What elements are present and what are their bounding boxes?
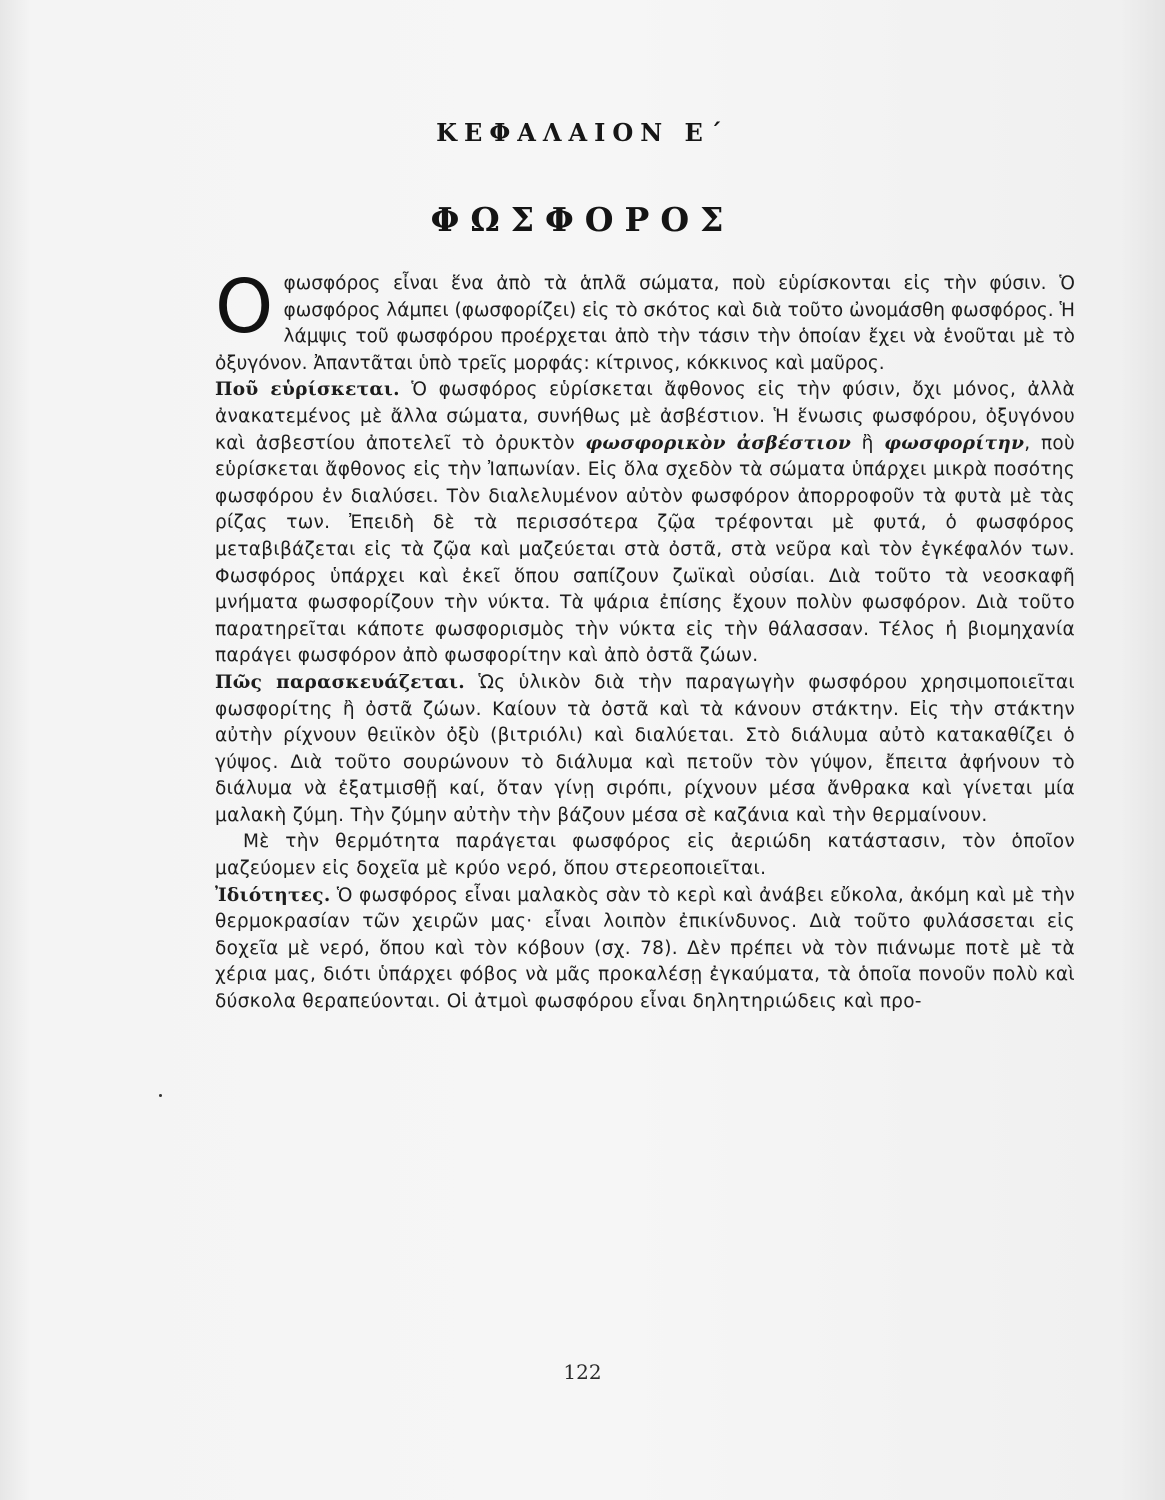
properties-heading: Ἰδιότητες. bbox=[215, 884, 331, 906]
intro-paragraph bbox=[215, 264, 1075, 377]
ink-speck bbox=[159, 1094, 162, 1097]
drop-cap: Ο bbox=[215, 264, 274, 350]
found-heading: Ποῦ εὑρίσκεται. bbox=[215, 379, 400, 401]
found-text-1: Ὁ φωσφόρος εὑρίσκεται ἄφθονος εἰς τὴν φύσιν, ὄχι μόνος, ἀλλὰ ἀνακατεμένος μὲ ἄλλα σώματα, συνήθως μὲ ἀσβέστιον. Ἡ ἕνωσις φωσφόρου, ὀξυγόνου καὶ ἀσβεστίου ἀποτελεῖ τὸ ὀρυκτὸν bbox=[215, 379, 1075, 454]
heat-paragraph: Μὲ τὴν θερμότητα παράγεται φωσφόρος εἰς ἀεριώδη κατάστασιν, τὸν ὁποῖον μαζεύομεν εἰς δοχεῖα μὲ κρύο νερό, ὅπου στερεοποιεῖται. bbox=[215, 831, 1075, 880]
found-text-2: ἢ bbox=[861, 432, 874, 454]
intro-text: φωσφόρος εἶναι ἕνα ἀπὸ τὰ ἁπλᾶ σώματα, ποὺ εὑρίσκονται εἰς τὴν φύσιν. Ὁ φωσφόρος λάμπει (φωσφορίζει) εἰς τὸ σκότος καὶ διὰ τοῦτο ὠνομάσθη φωσφόρος. Ἡ λάμψις τοῦ φωσφόρου προέρχεται ἀπὸ τὴν τάσιν τὴν ὁποίαν ἔχει νὰ ἑνοῦται μὲ τὸ ὀξυγόνον. Ἀπαντᾶται ὑπὸ τρεῖς μορφάς: κίτρινος, κόκκινος καὶ μαῦρος. bbox=[215, 273, 1075, 374]
page-title: ΦΩΣΦΟΡΟΣ bbox=[430, 200, 735, 239]
page-number: 122 bbox=[563, 1360, 602, 1384]
term-phosphorite: φωσφορίτην bbox=[884, 432, 1025, 454]
term-calcium-phosphate: φωσφορικὸν ἀσβέστιον bbox=[585, 432, 852, 454]
prepared-heading: Πῶς παρασκευάζεται. bbox=[215, 671, 466, 693]
properties-text: Ὁ φωσφόρος εἶναι μαλακὸς σὰν τὸ κερὶ καὶ ἀνάβει εὔκολα, ἀκόμη καὶ μὲ τὴν θερμοκρασίαν τῶν χειρῶν μας· εἶναι λοιπὸν ἐπικίνδυνος. Διὰ τοῦτο φυλάσσεται εἰς δοχεῖα μὲ νερό, ὅπου καὶ τὸν κόβουν (σχ. 78). Δὲν πρέπει νὰ τὸν πιάνωμε ποτὲ μὲ τὰ χέρια μας, διότι ὑπάρχει φόβος νὰ μᾶς προκαλέσῃ ἐγκαύματα, τὰ ὁποῖα πονοῦν πολὺ καὶ δύσκολα θεραπεύονται. Οἱ ἀτμοὶ φωσφόρου εἶναι δηλητηριώδεις καὶ προ- bbox=[215, 884, 1075, 1013]
body-text bbox=[215, 264, 1076, 1016]
prepared-paragraph bbox=[215, 670, 1075, 830]
found-text-3: , ποὺ εὑρίσκεται ἄφθονος εἰς τὴν Ἰαπωνίαν. Εἰς ὅλα σχεδὸν τὰ σώματα ὑπάρχει μικρὰ ποσότης φωσφόρου ἐν διαλύσει. Τὸν διαλελυμένον αὐτὸν φωσφόρον ἀπορροφοῦν τὰ φυτὰ μὲ τὰς ρίζας των. Ἐπειδὴ δὲ τὰ περισσότερα ζῷα τρέφονται μὲ φυτά, ὁ φωσφόρος μεταβιβάζεται εἰς τὰ ζῷα καὶ μαζεύεται στὰ ὀστᾶ, στὰ νεῦρα καὶ τὸν ἐγκέφαλόν των. Φωσφόρος ὑπάρχει καὶ ἐκεῖ ὅπου σαπίζουν ζωϊκαὶ οὐσίαι. Διὰ τοῦτο τὰ νεοσκαφῆ μνήματα φωσφορίζουν τὴν νύκτα. Τὰ ψάρια ἐπίσης ἔχουν πολὺν φωσφόρον. Διὰ τοῦτο παρατηρεῖται κάποτε φωσφορισμὸς τὴν νύκτα εἰς τὴν θάλασσαν. Τέλος ἡ βιομηχανία παράγει φωσφόρον ἀπὸ φωσφορίτην καὶ ἀπὸ ὀστᾶ ζώων. bbox=[215, 432, 1076, 667]
properties-paragraph bbox=[215, 883, 1075, 1016]
chapter-heading: ΚΕΦΑΛΑΙΟΝ Ε΄ bbox=[436, 118, 729, 147]
prepared-text: Ὡς ὑλικὸν διὰ τὴν παραγωγὴν φωσφόρου χρησιμοποιεῖται φωσφορίτης ἢ ὀστᾶ ζώων. Καίουν τὰ ὀστᾶ καὶ τὰ κάνουν στάκτην. Εἰς τὴν στάκτην αὐτὴν ρίχνουν θειϊκὸν ὀξὺ (βιτριόλι) καὶ διαλύεται. Στὸ διάλυμα αὐτὸ κατακαθίζει ὁ γύψος. Διὰ τοῦτο σουρώνουν τὸ διάλυμα καὶ πετοῦν τὸν γύψον, ἔπειτα ἀφήνουν τὸ διάλυμα νὰ ἐξατμισθῇ καί, ὅταν γίνῃ σιρόπι, ρίχνουν μέσα ἄνθρακα καὶ γίνεται μία μαλακὴ ζύμη. Τὴν ζύμην αὐτὴν τὴν βάζουν μέσα σὲ καζάνια καὶ τὴν θερμαίνουν. bbox=[215, 671, 1075, 826]
found-paragraph bbox=[215, 377, 1075, 670]
